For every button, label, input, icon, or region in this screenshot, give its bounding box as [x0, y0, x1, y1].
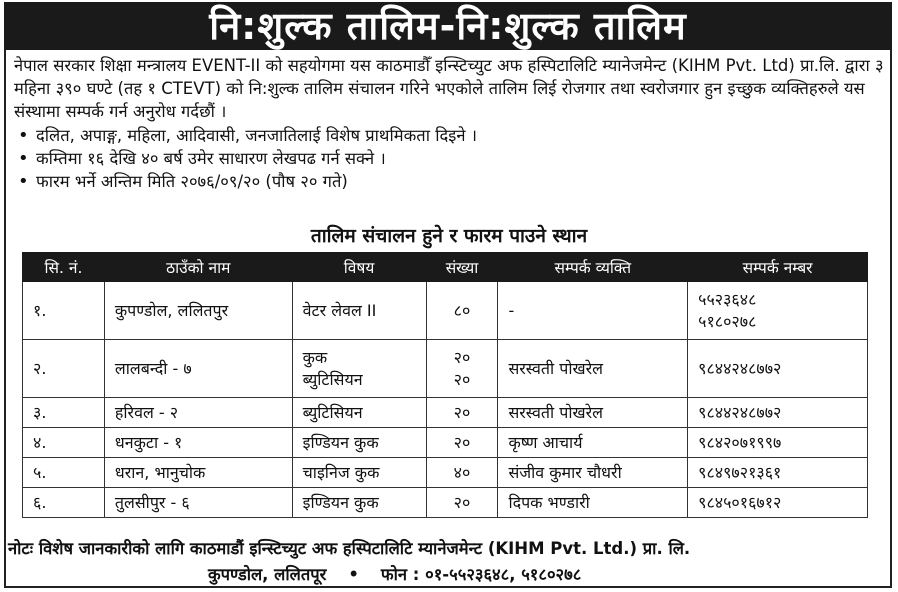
- table-row: [23, 458, 868, 488]
- cell-contact: सरस्वती पोखरेल: [498, 398, 688, 428]
- table-row: [23, 488, 868, 518]
- phone-number: ५१८०२७८: [698, 311, 757, 331]
- cell-phone: [688, 282, 868, 340]
- table-row: [23, 428, 868, 458]
- cell-subject: चाइनिज कुक: [292, 458, 426, 488]
- cell-sn: १.: [23, 282, 105, 340]
- table-header-row: [23, 253, 868, 282]
- eligibility-list: [14, 124, 884, 193]
- cell-phone: ९८४४२४८७७२: [688, 398, 868, 428]
- cell-contact: सरस्वती पोखरेल: [498, 340, 688, 398]
- cell-count: २०: [426, 398, 498, 428]
- cell-sn: ६.: [23, 488, 105, 518]
- cell-count: [426, 340, 498, 398]
- cell-phone: ९८४५०१६७१२: [688, 488, 868, 518]
- phone-number: ५५२३६४८: [698, 289, 757, 309]
- cell-contact: कृष्ण आचार्य: [498, 428, 688, 458]
- header-place: ठाउँको नाम: [104, 253, 292, 282]
- cell-place: लालबन्दी - ७: [104, 340, 292, 398]
- subject-line: ब्युटिसियन: [302, 369, 363, 389]
- cell-count: २०: [426, 428, 498, 458]
- table-row: [23, 398, 868, 428]
- list-item: • दलित, अपाङ्ग, महिला, आदिवासी, जनजातिलाई विशेष प्राथमिकता दिइने ।: [14, 124, 884, 147]
- cell-phone: ९८४२०७१९९७: [688, 428, 868, 458]
- cell-place: धरान, भानुचोक: [104, 458, 292, 488]
- cell-sn: २.: [23, 340, 105, 398]
- cell-sn: ४.: [23, 428, 105, 458]
- table-row: [23, 282, 868, 340]
- note-bullet: •: [348, 565, 359, 584]
- cell-subject: इण्डियन कुक: [292, 488, 426, 518]
- cell-place: हरिवल - २: [104, 398, 292, 428]
- subject-line: कुक: [302, 347, 328, 367]
- header-phone: सम्पर्क नम्बर: [688, 253, 868, 282]
- cell-contact: संजीव कुमार चौधरी: [498, 458, 688, 488]
- cell-subject: वेटर लेवल II: [292, 282, 426, 340]
- page-title: नि:शुल्क तालिम-नि:शुल्क तालिम: [4, 2, 892, 50]
- count-line: २०: [453, 347, 471, 367]
- count-line: २०: [453, 369, 471, 389]
- list-item: • फारम भर्ने अन्तिम मिति २०७६/०९/२० (पौष २० गते): [14, 170, 884, 193]
- cell-count: २०: [426, 488, 498, 518]
- cell-count: ४०: [426, 458, 498, 488]
- section-heading: तालिम संचालन हुने र फारम पाउने स्थान: [310, 225, 588, 247]
- training-locations-table: [22, 252, 868, 518]
- cell-subject: [292, 340, 426, 398]
- cell-contact: -: [498, 282, 688, 340]
- cell-place: तुलसीपुर - ६: [104, 488, 292, 518]
- note-phone: फोन : ०१-५५२३६४८, ५१८०२७८: [380, 565, 582, 584]
- cell-place: धनकुटा - १: [104, 428, 292, 458]
- list-item: • कम्तिमा १६ देखि ४० बर्ष उमेर साधारण लेखपढ गर्न सक्ने ।: [14, 147, 884, 170]
- header-contact: सम्पर्क व्यक्ति: [498, 253, 688, 282]
- note-address-line: [8, 562, 890, 588]
- header-sn: सि. नं.: [23, 253, 105, 282]
- table-row: [23, 340, 868, 398]
- cell-sn: ५.: [23, 458, 105, 488]
- header-subject: विषय: [292, 253, 426, 282]
- note-text: नोटः विशेष जानकारीको लागि काठमाडौं इन्स्टिच्युट अफ हस्पिटालिटि म्यानेजमेन्ट (KIHM Pvt. Ltd.) प्रा. लि.: [8, 539, 691, 558]
- cell-contact: दिपक भण्डारी: [498, 488, 688, 518]
- note-address: कुपण्डोल, ललितपूर: [208, 565, 327, 584]
- cell-phone: ९८४४२४८७७२: [688, 340, 868, 398]
- cell-subject: इण्डियन कुक: [292, 428, 426, 458]
- cell-place: कुपण्डोल, ललितपुर: [104, 282, 292, 340]
- intro-paragraph: नेपाल सरकार शिक्षा मन्त्रालय EVENT-II को सहयोगमा यस काठमाडौँ इन्स्टिच्युट अफ हस्पिटालिटि म्यानेजमेन्ट (KIHM Pvt. Ltd) प्रा.लि. द्वारा ३ महिना ३९० घण्टे (तह १ CTEVT) को नि:शुल्क तालिम संचालन गरिने भएकोले तालिम लिई रोजगार तथा स्वरोजगार हुन इच्छुक व्यक्तिहरुले यस संस्थामा सम्पर्क गर्न अनुरोध गर्दछौं ।: [14, 56, 884, 121]
- cell-sn: ३.: [23, 398, 105, 428]
- cell-count: ८०: [426, 282, 498, 340]
- cell-subject: ब्युटिसियन: [292, 398, 426, 428]
- contact-note: [8, 536, 890, 588]
- header-count: संख्या: [426, 253, 498, 282]
- cell-phone: ९८४९७२१३६१: [688, 458, 868, 488]
